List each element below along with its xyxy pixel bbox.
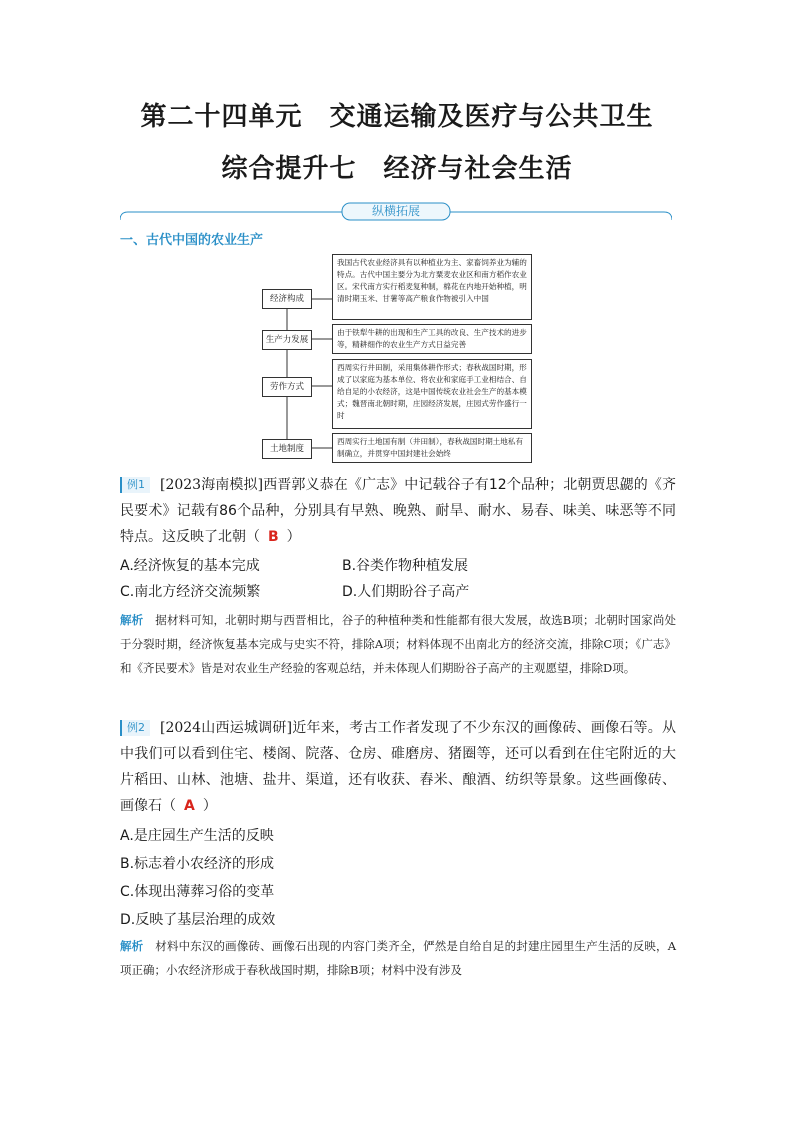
diagram-label-land: 土地制度: [262, 439, 312, 459]
example-1-option-b: B.谷类作物种植发展: [342, 558, 469, 574]
example-2-option-c: C.体现出薄葬习俗的变革: [120, 884, 275, 900]
diagram-label-economy: 经济构成: [262, 289, 312, 309]
diagram-text-economy: 我国古代农业经济具有以种植业为主、家畜饲养业为辅的特点。古代中国主要分为北方粟麦农业区和南方稻作农业区。宋代南方实行稻麦复种制，棉花在内地开始种植，明清时期玉米、甘薯等高产粮食作物被引入中国: [332, 254, 532, 320]
example-1-stem-end: ）: [286, 529, 301, 545]
example-2-explain-text: 材料中东汉的画像砖、画像石出现的内容门类齐全，俨然是自给自足的封建庄园里生产生活的反映，A项正确；小农经济形成于春秋战国时期，排除B项；材料中没有涉及: [120, 939, 676, 977]
example-2-tag: 例2: [120, 720, 150, 736]
page-title: 第二十四单元 交通运输及医疗与公共卫生: [140, 102, 654, 132]
example-2-source: [2024山西运城调研]: [160, 720, 293, 736]
example-2-option-a: A.是庄园生产生活的反映: [120, 828, 274, 844]
example-2-explain-label: 解析: [120, 939, 144, 953]
example-1-explain-text: 据材料可知，北朝时期与西晋相比，谷子的种植种类和性能都有很大发展，故选B项；北朝时国家尚处于分裂时期，经济恢复基本完成与史实不符，排除A项；材料体现不出南北方的经济交流，排除C项；《广志》和《齐民要术》皆是对农业生产经验的客观总结，并未体现人们期盼谷子高产的主观愿望，排除D项。: [120, 613, 677, 675]
example-2-option-b: B.标志着小农经济的形成: [120, 856, 275, 872]
example-1-source: [2023海南模拟]: [160, 477, 264, 493]
example-2-answer: A: [184, 798, 195, 814]
example-2-explanation: [120, 934, 676, 982]
page-subtitle: 综合提升七 经济与社会生活: [221, 154, 573, 184]
example-2-option-d: D.反映了基层治理的成效: [120, 912, 276, 928]
example-1-answer: B: [268, 529, 279, 545]
diagram-label-productivity: 生产力发展: [262, 330, 312, 350]
example-1-option-d: D.人们期盼谷子高产: [342, 584, 470, 600]
example-1-tag: 例1: [120, 477, 150, 493]
example-1-question: [120, 472, 676, 550]
diagram-text-labor: 西周实行井田制，采用集体耕作形式；春秋战国时期，形成了以家庭为基本单位、将农业和家庭手工业相结合、自给自足的小农经济，这是中国传统农业社会生产的基本模式；魏晋南北朝时期，庄园经济发展，庄园式劳作盛行一时: [332, 359, 532, 429]
example-1-stem: 西晋郭义恭在《广志》中记载谷子有12个品种；北朝贾思勰的《齐民要术》记载有86个品种，分别具有早熟、晚熟、耐旱、耐水、易春、味美、味恶等不同特点。这反映了北朝（: [120, 477, 676, 545]
diagram-label-labor: 劳作方式: [262, 377, 312, 397]
section-banner: [120, 202, 672, 222]
example-1-option-a: A.经济恢复的基本完成: [120, 558, 260, 574]
example-1-explanation: [120, 608, 676, 680]
banner-label: 纵横拓展: [371, 204, 420, 218]
diagram-text-land: 西周实行土地国有制（井田制），春秋战国时期土地私有制确立，并贯穿中国封建社会始终: [332, 433, 532, 463]
example-2-stem-end: ）: [202, 798, 217, 814]
concept-diagram: [258, 252, 538, 464]
example-1-option-c: C.南北方经济交流频繁: [120, 584, 261, 600]
example-2-stem: 近年来，考古工作者发现了不少东汉的画像砖、画像石等。从中我们可以看到住宅、楼阁、院落、仓房、碓磨房、猪圈等，还可以看到在住宅附近的大片稻田、山林、池塘、盐井、渠道，还有收获、舂米、酿酒、纺织等景象。这些画像砖、画像石（: [120, 720, 676, 814]
example-1-explain-label: 解析: [120, 613, 144, 627]
example-2-question: [120, 715, 676, 819]
section-heading: 一、古代中国的农业生产: [120, 233, 264, 248]
diagram-text-productivity: 由于铁犁牛耕的出现和生产工具的改良、生产技术的进步等，精耕细作的农业生产方式日益完善: [332, 324, 532, 354]
